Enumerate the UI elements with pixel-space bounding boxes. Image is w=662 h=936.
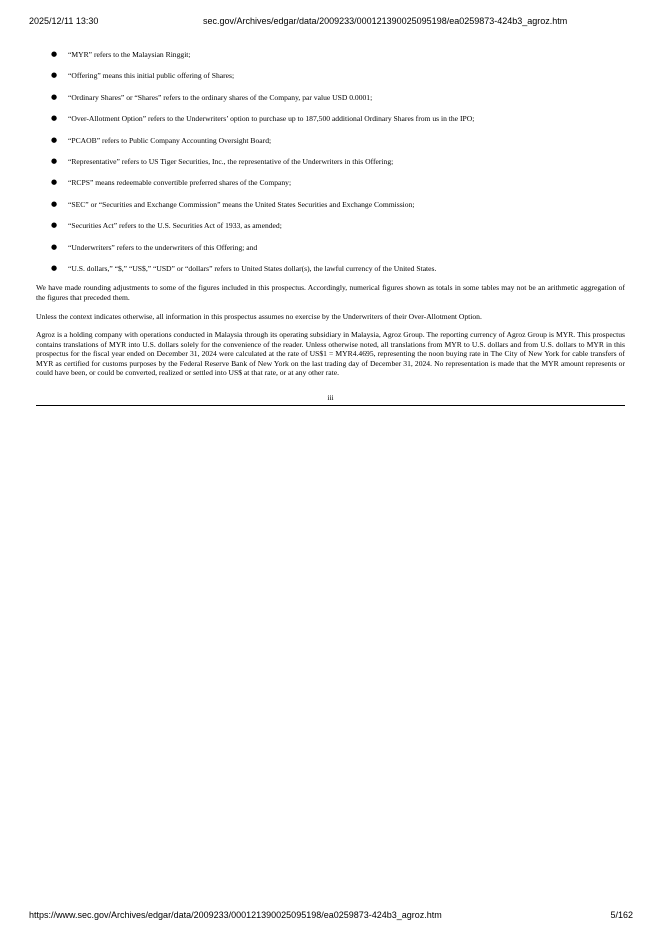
definitions-list xyxy=(36,50,625,273)
definition-text: “PCAOB” refers to Public Company Accounting Oversight Board; xyxy=(68,135,272,145)
bullet-icon: ● xyxy=(51,221,58,230)
definition-text: “MYR” refers to the Malaysian Ringgit; xyxy=(68,50,191,59)
currency-paragraph: Agroz is a holding company with operations conducted in Malaysia through its operating subsidiary in Malaysia, Agroz Group. The reporting currency of Agroz Group is MYR. This prospectus contains translations of MYR into U.S. dollars solely for the convenience of the reader. Unless otherwise noted, all translations from MYR to U.S. dollars and from U.S. dollars to MYR in this prospectus for the fiscal year ended on December 31, 2024 were calculated at the rate of US$1 = MYR4.4695, representing the noon buying rate in The City of New York for cable transfers of MYR as certified for customs purposes by the Federal Reserve Bank of New York on the last trading day of December 31, 2024. No representation is made that the MYR amount represents or could have been, or could be converted, realized or settled into US$ at that rate, or at any other rate. xyxy=(36,330,625,377)
bullet-icon: ● xyxy=(51,156,58,165)
list-item xyxy=(36,50,625,59)
list-item xyxy=(36,243,625,252)
list-item xyxy=(36,93,625,102)
definition-text: “SEC” or “Securities and Exchange Commission” means the United States Securities and Exchange Commission; xyxy=(68,199,415,209)
definition-text: “Ordinary Shares” or “Shares” refers to the ordinary shares of the Company, par value USD 0.0001; xyxy=(68,92,373,102)
print-header xyxy=(29,15,633,29)
definition-text: “Offering” means this initial public offering of Shares; xyxy=(68,71,235,81)
definition-text: “Over-Allotment Option” refers to the Underwriters’ option to purchase up to 187,500 additional Ordinary Shares from us in the IPO; xyxy=(68,114,475,124)
page-divider xyxy=(36,405,625,406)
print-page-title: sec.gov/Archives/edgar/data/2009233/000121390025095198/ea0259873-424b3_agroz.htm xyxy=(203,16,568,26)
definition-text: “RCPS” means redeemable convertible preferred shares of the Company; xyxy=(68,178,292,188)
over-allotment-paragraph: Unless the context indicates otherwise, all information in this prospectus assumes no exercise by the Underwriters of their Over-Allotment Option. xyxy=(36,311,482,321)
print-page-counter: 5/162 xyxy=(610,910,633,920)
bullet-icon: ● xyxy=(51,135,58,144)
list-item xyxy=(36,157,625,166)
list-item xyxy=(36,221,625,230)
list-item xyxy=(36,114,625,123)
bullet-icon: ● xyxy=(51,50,58,58)
bullet-icon: ● xyxy=(51,71,58,80)
list-item xyxy=(36,200,625,209)
print-datetime: 2025/12/11 13:30 xyxy=(29,16,99,26)
list-item xyxy=(36,136,625,145)
definition-text: “Securities Act” refers to the U.S. Securities Act of 1933, as amended; xyxy=(68,221,282,231)
print-footer xyxy=(29,909,633,923)
bullet-icon: ● xyxy=(51,242,58,251)
definition-text: “Underwriters” refers to the underwriters of this Offering; and xyxy=(68,242,258,252)
bullet-icon: ● xyxy=(51,178,58,187)
bullet-icon: ● xyxy=(51,263,58,272)
definition-text: “U.S. dollars,” “$,” “US$,” “USD” or “dollars” refers to United States dollar(s), the lawful currency of the United States. xyxy=(68,263,437,273)
definition-text: “Representative” refers to US Tiger Securities, Inc., the representative of the Underwriters in this Offering; xyxy=(68,156,394,166)
bullet-icon: ● xyxy=(51,199,58,208)
rounding-paragraph: We have made rounding adjustments to some of the figures included in this prospectus. Accordingly, numerical figures shown as totals in some tables may not be an arithmetic aggregation of the figures that preceded them. xyxy=(36,283,625,302)
print-url: https://www.sec.gov/Archives/edgar/data/2009233/000121390025095198/ea0259873-424b3_agroz.htm xyxy=(29,910,442,920)
bullet-icon: ● xyxy=(51,92,58,101)
list-item xyxy=(36,264,625,273)
list-item xyxy=(36,71,625,80)
list-item xyxy=(36,178,625,187)
document-body xyxy=(36,50,625,406)
bullet-icon: ● xyxy=(51,114,58,123)
page-number: iii xyxy=(327,393,334,403)
